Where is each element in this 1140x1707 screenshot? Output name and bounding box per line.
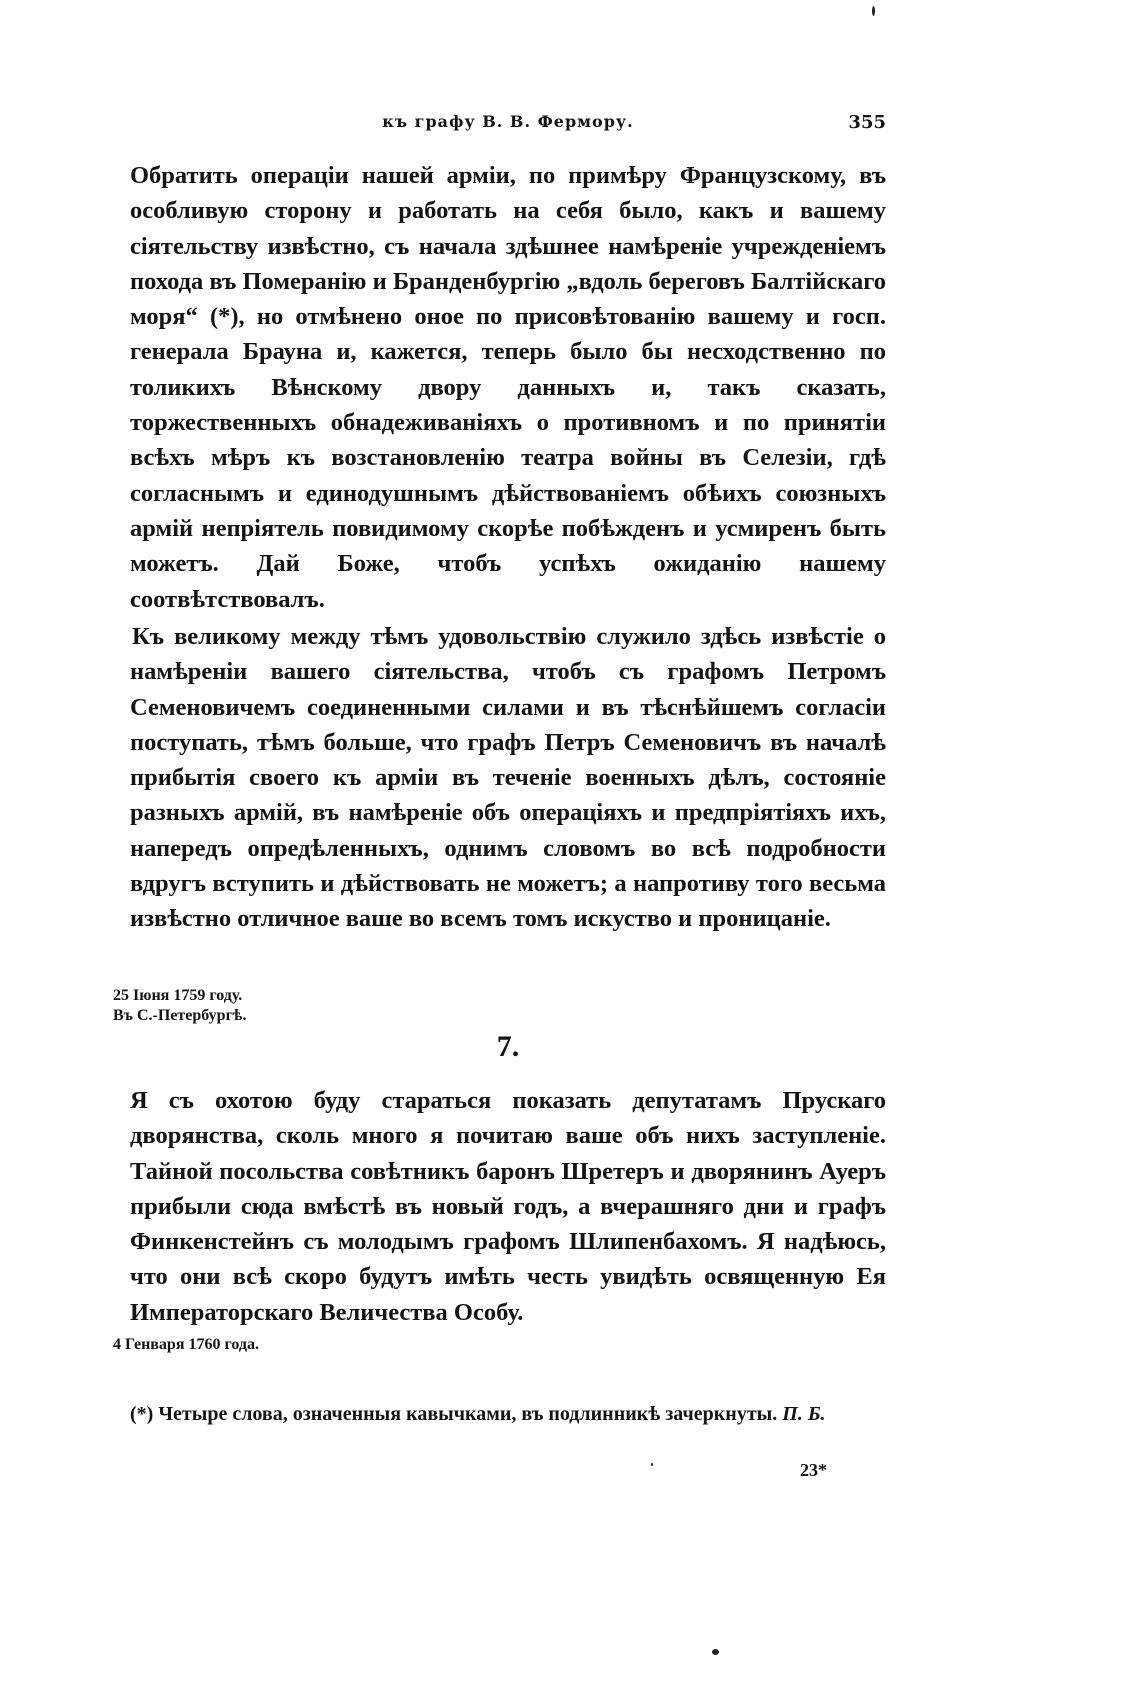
date-line: 4 Генваря 1760 года. xyxy=(113,1336,259,1353)
running-head xyxy=(130,112,886,142)
letter-7-number: 7. xyxy=(496,1030,520,1063)
footnote xyxy=(130,1398,886,1430)
running-title: къ графу В. В. Фермору. xyxy=(382,112,634,131)
letter-6-dateline xyxy=(113,986,246,1026)
page-number: 355 xyxy=(848,112,886,133)
letter-6-paragraph-1 xyxy=(130,158,886,617)
scan-speck xyxy=(872,6,875,16)
paragraph-text: Обратить операцiи нашей армiи, по примѣру Французскому, въ особливую сторону и работать на себя было, какъ и вашему сiятельству извѣстно, съ начала здѣшнее намѣренiе учрежденiемъ похода въ Померанiю и Бранденбургiю „вдоль береговъ Балтiйскаго моря“ (*), но отмѣнено оное по присовѣтованiю вашему и госп. генерала Брауна и, кажется, теперь было бы несходственно по толикихъ Вѣнскому двору данныхъ и, такъ сказать, торжественныхъ обнадеживанiяхъ о противномъ и по принятiи всѣхъ мѣръ къ возстановленiю театра войны въ Селезiи, гдѣ согласнымъ и единодушнымъ дѣйствованiемъ обѣихъ союзныхъ армiй непрiятель повидимому скорѣе побѣжденъ и усмиренъ быть можетъ. Дай Боже, чтобъ успѣхъ ожиданiю нашему соотвѣтствовалъ. xyxy=(130,162,886,613)
letter-7-dateline xyxy=(113,1335,259,1355)
scan-speck xyxy=(712,1649,719,1655)
signature-mark: 23* xyxy=(800,1460,827,1480)
footnote-text: (*) Четыре слова, означенныя кавычками, въ подлинникѣ зачеркнуты. xyxy=(130,1403,778,1425)
paragraph-text: Къ великому между тѣмъ удовольствiю служило здѣсь извѣстiе о намѣренiи вашего сiятельства, чтобъ съ графомъ Петромъ Семеновичемъ соединенными силами и въ тѣснѣйшемъ согласiи поступать, тѣмъ больше, что графъ Петръ Семеновичъ въ началѣ прибытiя своего къ армiи въ теченiе военныхъ дѣлъ, состоянiе разныхъ армiй, въ намѣренiе объ операцiяхъ и предпрiятiяхъ ихъ, напередъ опредѣленныхъ, однимъ словомъ во всѣ подробности вдругъ вступить и дѣйствовать не можетъ; а напротиву того весьма извѣстно отличное ваше во всемъ томъ искуство и проницанiе. xyxy=(130,623,886,933)
scan-speck xyxy=(651,1463,653,1466)
letter-7-paragraph-1 xyxy=(130,1083,886,1330)
paragraph-text: Я съ охотою буду стараться показать депутатамъ Прускаго дворянства, сколь много я почитаю ваше объ нихъ заступленiе. Тайной посольства совѣтникъ баронъ Шретеръ и дворянинъ Ауеръ прибыли сюда вмѣстѣ въ новый годъ, а вчерашняго дни и графъ Финкенстейнъ съ молодымъ графомъ Шлипенбахомъ. Я надѣюсь, что они всѣ скоро будутъ имѣть честь увидѣть освященную Ея Императорскаго Величества Особу. xyxy=(130,1087,886,1326)
footnote-signature: П. Б. xyxy=(782,1403,826,1425)
place-line: Въ С.-Петербургѣ. xyxy=(113,1007,247,1024)
letter-6-paragraph-2 xyxy=(130,619,886,937)
date-line: 25 Iюня 1759 году. xyxy=(113,987,243,1004)
